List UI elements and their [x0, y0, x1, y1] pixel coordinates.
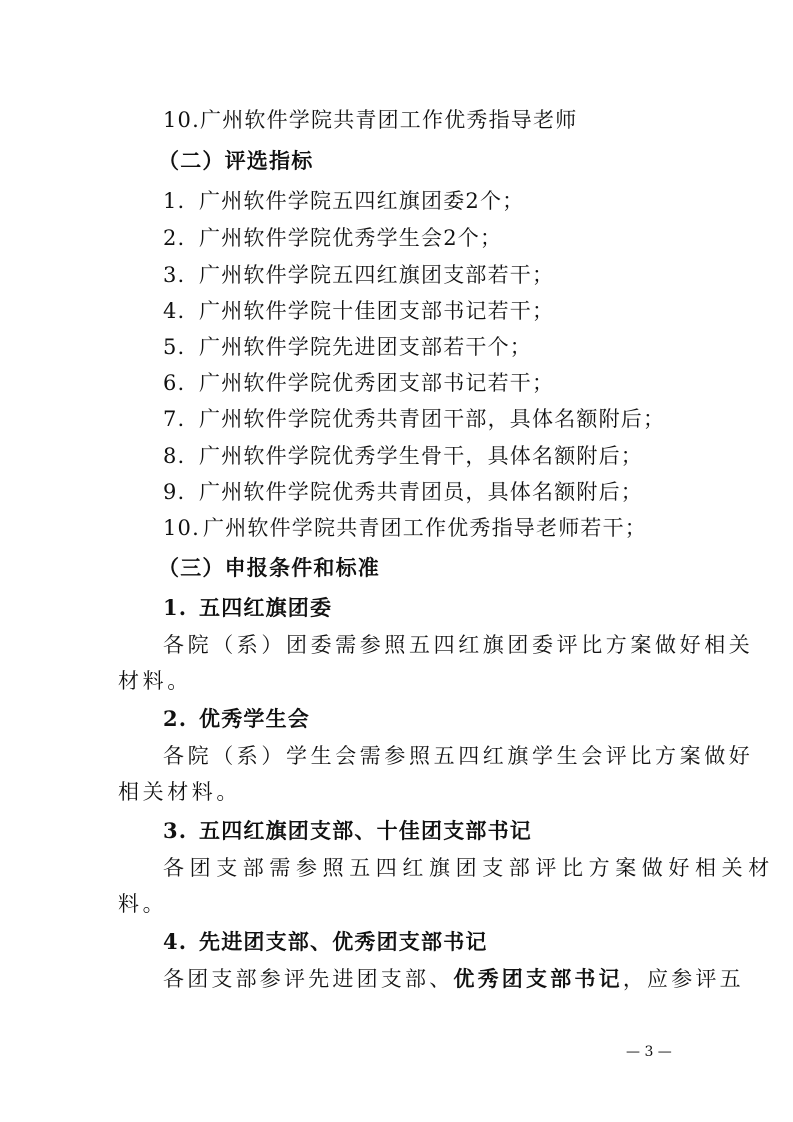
quota-item-3-text: 广州软件学院五四红旗团支部若干；	[199, 263, 555, 287]
quota-item-5	[163, 334, 723, 360]
quota-item-7-text: 广州软件学院优秀共青团干部，具体名额附后；	[199, 407, 666, 431]
quota-item-1-text: 广州软件学院五四红旗团委2个；	[199, 189, 525, 213]
quota-item-2	[163, 225, 723, 251]
quota-item-5-number: 5.	[163, 335, 186, 359]
quota-item-4	[163, 298, 723, 324]
award-item-10-title: 10.广州软件学院共青团工作优秀指导老师	[163, 108, 578, 132]
criteria-paragraph-2-line-2: 相关材料。	[118, 780, 241, 804]
quota-item-7	[163, 406, 723, 432]
criteria-heading-1	[163, 595, 723, 621]
quota-item-9	[163, 479, 723, 505]
quota-item-8-number: 8.	[163, 444, 186, 468]
quota-item-8	[163, 443, 723, 469]
criteria-paragraph-4-line-1	[163, 966, 744, 992]
quota-item-6-number: 6.	[163, 371, 186, 395]
quota-item-8-text: 广州软件学院优秀学生骨干，具体名额附后；	[199, 444, 643, 468]
criteria-heading-1-text: 五四红旗团委	[199, 595, 333, 620]
criteria-heading-3-text: 五四红旗团支部、十佳团支部书记	[199, 818, 532, 843]
criteria-paragraph-3-line-1: 各团支部需参照五四红旗团支部评比方案做好相关材	[163, 856, 775, 880]
quota-item-5-text: 广州软件学院先进团支部若干个；	[199, 335, 532, 359]
quota-item-4-number: 4.	[163, 299, 186, 323]
quota-item-9-number: 9.	[163, 480, 186, 504]
quota-item-4-text: 广州软件学院十佳团支部书记若干；	[199, 299, 555, 323]
criteria-heading-2-number: 2.	[163, 706, 188, 731]
criteria-paragraph-1-line-1: 各院（系）团委需参照五四红旗团委评比方案做好相关	[163, 633, 754, 657]
quota-item-7-number: 7.	[163, 407, 186, 431]
criteria-paragraph-3-line-2: 料。	[118, 892, 168, 916]
quota-item-6-text: 广州软件学院优秀团支部书记若干；	[199, 371, 555, 395]
quota-item-6	[163, 370, 723, 396]
page-number: — 3 —	[626, 1044, 672, 1060]
quota-item-2-text: 广州软件学院优秀学生会2个；	[199, 226, 503, 250]
quota-item-3	[163, 262, 723, 288]
criteria-heading-2-text: 优秀学生会	[199, 706, 310, 731]
criteria-paragraph-1-line-2: 材料。	[118, 669, 192, 693]
criteria-heading-4-text: 先进团支部、优秀团支部书记	[199, 929, 488, 954]
quota-item-10-text: 广州软件学院共青团工作优秀指导老师若干；	[203, 516, 647, 540]
criteria-paragraph-4-part-3: ，应参评五	[622, 967, 744, 991]
criteria-heading-2	[163, 706, 723, 732]
quota-item-1	[163, 188, 723, 214]
section-heading-criteria: （三）申报条件和标准	[158, 555, 380, 580]
criteria-heading-3	[163, 818, 723, 844]
criteria-paragraph-2-line-1: 各院（系）学生会需参照五四红旗学生会评比方案做好	[163, 744, 754, 768]
quota-item-1-number: 1.	[163, 189, 186, 213]
quota-item-10	[163, 515, 723, 541]
criteria-heading-4-number: 4.	[163, 929, 188, 954]
quota-item-9-text: 广州软件学院优秀共青团员，具体名额附后；	[199, 480, 643, 504]
criteria-heading-1-number: 1.	[163, 595, 188, 620]
criteria-heading-3-number: 3.	[163, 818, 188, 843]
quota-item-3-number: 3.	[163, 263, 186, 287]
quota-item-10-number: 10.	[163, 516, 200, 540]
criteria-paragraph-4-part-2-bold: 优秀团支部书记	[453, 966, 623, 991]
criteria-paragraph-4-part-1: 各团支部参评先进团支部、	[163, 967, 454, 991]
quota-item-2-number: 2.	[163, 226, 186, 250]
criteria-heading-4	[163, 929, 723, 955]
section-heading-selection-quota: （二）评选指标	[158, 148, 314, 173]
